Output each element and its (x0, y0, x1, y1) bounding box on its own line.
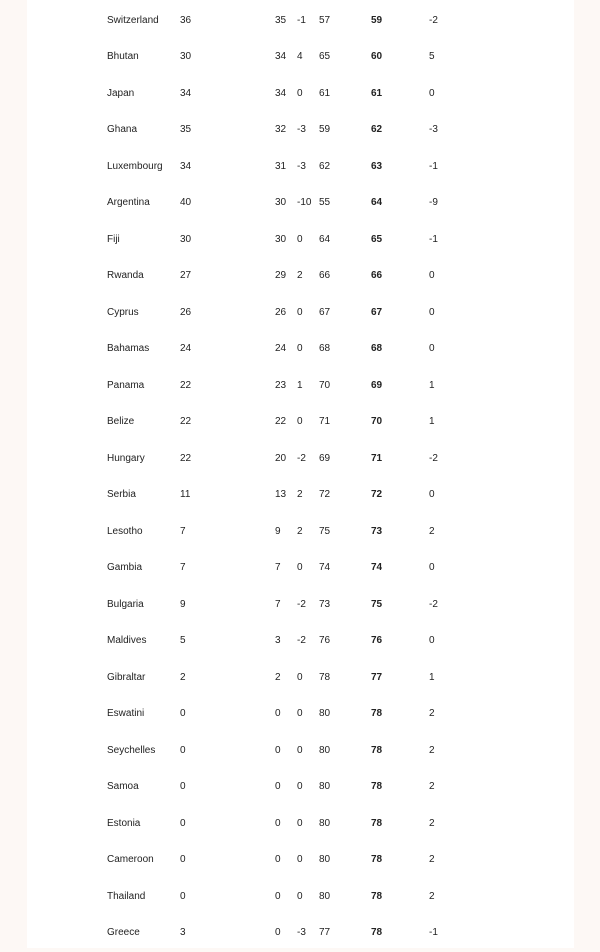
value-cell: 32 (275, 124, 287, 135)
difference-cell: 0 (297, 343, 303, 354)
difference-cell: 0 (297, 890, 303, 902)
table-row (27, 222, 574, 259)
country-name: Panama (107, 379, 145, 391)
value-cell: 80 (319, 817, 331, 829)
value-cell: 20 (275, 452, 287, 464)
rank-cell: 67 (371, 306, 383, 318)
ranking-table (27, 3, 574, 952)
country-name: Greece (107, 927, 140, 938)
value-cell: 30 (180, 233, 192, 245)
value-cell: 24 (180, 343, 192, 354)
value-cell: 9 (180, 598, 186, 610)
value-cell: 68 (319, 343, 331, 354)
country-name: Cameroon (107, 854, 154, 865)
difference-cell: -3 (297, 927, 306, 938)
country-name: Bulgaria (107, 598, 144, 610)
rank-change-cell: 2 (429, 854, 435, 865)
rank-change-cell: -1 (429, 927, 438, 938)
table-row (27, 404, 574, 441)
table-row (27, 368, 574, 405)
rank-cell: 75 (371, 598, 383, 610)
value-cell: 76 (319, 635, 331, 646)
value-cell: 26 (180, 306, 192, 318)
value-cell: 2 (275, 671, 281, 683)
value-cell: 29 (275, 270, 287, 281)
country-name: Luxembourg (107, 160, 163, 172)
value-cell: 31 (275, 160, 287, 172)
rank-change-cell: 0 (429, 562, 435, 573)
table-row (27, 879, 574, 916)
rank-change-cell: 2 (429, 525, 435, 537)
rank-cell: 69 (371, 379, 383, 391)
value-cell: 57 (319, 14, 331, 26)
value-cell: 80 (319, 781, 331, 792)
value-cell: 61 (319, 87, 331, 99)
value-cell: 22 (180, 416, 192, 427)
rank-change-cell: -2 (429, 14, 438, 26)
rank-cell: 78 (371, 927, 383, 938)
rank-cell: 71 (371, 452, 383, 464)
country-name: Belize (107, 416, 135, 427)
value-cell: 7 (180, 562, 186, 573)
difference-cell: 0 (297, 306, 303, 318)
difference-cell: -10 (297, 197, 312, 208)
difference-cell: 2 (297, 525, 303, 537)
value-cell: 7 (275, 562, 281, 573)
country-name: Gibraltar (107, 671, 146, 683)
table-row (27, 39, 574, 76)
rank-change-cell: 2 (429, 781, 435, 792)
value-cell: 26 (275, 306, 287, 318)
table-row (27, 258, 574, 295)
table-row (27, 149, 574, 186)
rank-change-cell: 2 (429, 708, 435, 719)
value-cell: 77 (319, 927, 331, 938)
table-row (27, 915, 574, 952)
value-cell: 74 (319, 562, 331, 573)
table-row (27, 660, 574, 697)
rank-cell: 62 (371, 124, 383, 135)
page-content (27, 0, 574, 948)
country-name: Lesotho (107, 525, 143, 537)
table-row (27, 477, 574, 514)
difference-cell: 0 (297, 744, 303, 756)
rank-cell: 72 (371, 489, 383, 500)
country-name: Switzerland (107, 14, 159, 26)
value-cell: 67 (319, 306, 331, 318)
rank-cell: 78 (371, 708, 383, 719)
difference-cell: -1 (297, 14, 306, 26)
table-row (27, 76, 574, 113)
table-row (27, 550, 574, 587)
value-cell: 75 (319, 525, 331, 537)
country-name: Maldives (107, 635, 147, 646)
value-cell: 71 (319, 416, 331, 427)
country-name: Argentina (107, 197, 150, 208)
value-cell: 59 (319, 124, 331, 135)
value-cell: 13 (275, 489, 287, 500)
difference-cell: -2 (297, 452, 306, 464)
difference-cell: 0 (297, 708, 303, 719)
value-cell: 34 (180, 87, 192, 99)
value-cell: 0 (180, 744, 186, 756)
value-cell: 24 (275, 343, 287, 354)
value-cell: 80 (319, 854, 331, 865)
table-row (27, 696, 574, 733)
value-cell: 27 (180, 270, 192, 281)
table-row (27, 331, 574, 368)
value-cell: 22 (275, 416, 287, 427)
value-cell: 0 (275, 781, 281, 792)
rank-change-cell: -9 (429, 197, 438, 208)
value-cell: 0 (275, 708, 281, 719)
rank-cell: 60 (371, 51, 383, 62)
value-cell: 0 (275, 890, 281, 902)
rank-cell: 70 (371, 416, 383, 427)
table-row (27, 733, 574, 770)
value-cell: 22 (180, 379, 192, 391)
difference-cell: -2 (297, 598, 306, 610)
country-name: Japan (107, 87, 135, 99)
value-cell: 70 (319, 379, 331, 391)
rank-change-cell: -2 (429, 452, 438, 464)
country-name: Samoa (107, 781, 139, 792)
value-cell: 35 (180, 124, 192, 135)
value-cell: 7 (275, 598, 281, 610)
rank-change-cell: 0 (429, 270, 435, 281)
table-row (27, 3, 574, 40)
value-cell: 35 (275, 14, 287, 26)
difference-cell: -3 (297, 124, 306, 135)
rank-change-cell: 1 (429, 416, 435, 427)
table-row (27, 295, 574, 332)
value-cell: 11 (180, 489, 191, 500)
difference-cell: 2 (297, 489, 303, 500)
rank-change-cell: 2 (429, 817, 435, 829)
value-cell: 34 (275, 51, 287, 62)
table-row (27, 112, 574, 149)
difference-cell: 0 (297, 416, 303, 427)
rank-change-cell: 1 (429, 379, 435, 391)
value-cell: 0 (275, 817, 281, 829)
difference-cell: 0 (297, 233, 303, 245)
table-row (27, 842, 574, 879)
value-cell: 2 (180, 671, 186, 683)
value-cell: 5 (180, 635, 186, 646)
rank-change-cell: -2 (429, 598, 438, 610)
rank-cell: 78 (371, 781, 383, 792)
value-cell: 69 (319, 452, 331, 464)
rank-cell: 65 (371, 233, 383, 245)
country-name: Bahamas (107, 343, 150, 354)
difference-cell: 0 (297, 562, 303, 573)
country-name: Hungary (107, 452, 145, 464)
value-cell: 0 (180, 890, 186, 902)
table-row (27, 514, 574, 551)
country-name: Gambia (107, 562, 143, 573)
difference-cell: 0 (297, 87, 303, 99)
value-cell: 65 (319, 51, 331, 62)
table-row (27, 769, 574, 806)
value-cell: 78 (319, 671, 331, 683)
difference-cell: 0 (297, 817, 303, 829)
country-name: Eswatini (107, 708, 145, 719)
value-cell: 80 (319, 890, 331, 902)
value-cell: 34 (180, 160, 192, 172)
rank-change-cell: 2 (429, 744, 435, 756)
value-cell: 73 (319, 598, 331, 610)
country-name: Ghana (107, 124, 138, 135)
value-cell: 22 (180, 452, 192, 464)
value-cell: 34 (275, 87, 287, 99)
value-cell: 0 (180, 854, 186, 865)
rank-cell: 63 (371, 160, 383, 172)
rank-cell: 64 (371, 197, 383, 208)
table-row (27, 806, 574, 843)
country-name: Serbia (107, 489, 136, 500)
country-name: Cyprus (107, 306, 139, 318)
rank-change-cell: -3 (429, 124, 438, 135)
rank-change-cell: 0 (429, 635, 435, 646)
difference-cell: 1 (297, 379, 303, 391)
country-name: Thailand (107, 890, 146, 902)
rank-cell: 78 (371, 854, 383, 865)
difference-cell: 0 (297, 781, 303, 792)
rank-change-cell: 5 (429, 51, 435, 62)
value-cell: 3 (180, 927, 186, 938)
country-name: Fiji (107, 233, 120, 245)
value-cell: 9 (275, 525, 281, 537)
value-cell: 7 (180, 525, 186, 537)
value-cell: 40 (180, 197, 192, 208)
value-cell: 36 (180, 14, 192, 26)
value-cell: 64 (319, 233, 331, 245)
rank-cell: 74 (371, 562, 383, 573)
difference-cell: -3 (297, 160, 306, 172)
rank-change-cell: 0 (429, 306, 435, 318)
rank-cell: 61 (371, 87, 383, 99)
value-cell: 0 (180, 781, 186, 792)
country-name: Rwanda (107, 270, 144, 281)
value-cell: 66 (319, 270, 331, 281)
rank-change-cell: 2 (429, 890, 435, 902)
rank-cell: 78 (371, 890, 383, 902)
value-cell: 55 (319, 197, 331, 208)
difference-cell: 4 (297, 51, 303, 62)
difference-cell: 2 (297, 270, 303, 281)
rank-cell: 78 (371, 744, 383, 756)
rank-cell: 68 (371, 343, 383, 354)
value-cell: 30 (180, 51, 192, 62)
country-name: Bhutan (107, 51, 139, 62)
value-cell: 0 (180, 708, 186, 719)
country-name: Seychelles (107, 744, 156, 756)
table-row (27, 623, 574, 660)
value-cell: 80 (319, 744, 331, 756)
rank-cell: 76 (371, 635, 383, 646)
rank-cell: 66 (371, 270, 383, 281)
difference-cell: -2 (297, 635, 306, 646)
rank-change-cell: 1 (429, 671, 435, 683)
difference-cell: 0 (297, 671, 303, 683)
value-cell: 0 (275, 927, 281, 938)
value-cell: 0 (180, 817, 186, 829)
rank-cell: 77 (371, 671, 383, 683)
value-cell: 62 (319, 160, 331, 172)
value-cell: 0 (275, 744, 281, 756)
rank-change-cell: -1 (429, 160, 438, 172)
value-cell: 30 (275, 197, 287, 208)
value-cell: 80 (319, 708, 331, 719)
rank-cell: 78 (371, 817, 383, 829)
rank-change-cell: -1 (429, 233, 438, 245)
rank-change-cell: 0 (429, 343, 435, 354)
value-cell: 23 (275, 379, 287, 391)
difference-cell: 0 (297, 854, 303, 865)
rank-cell: 59 (371, 14, 383, 26)
value-cell: 0 (275, 854, 281, 865)
rank-change-cell: 0 (429, 489, 435, 500)
rank-cell: 73 (371, 525, 383, 537)
table-row (27, 185, 574, 222)
rank-change-cell: 0 (429, 87, 435, 99)
value-cell: 3 (275, 635, 281, 646)
value-cell: 72 (319, 489, 331, 500)
country-name: Estonia (107, 817, 141, 829)
table-row (27, 587, 574, 624)
table-row (27, 441, 574, 478)
value-cell: 30 (275, 233, 287, 245)
